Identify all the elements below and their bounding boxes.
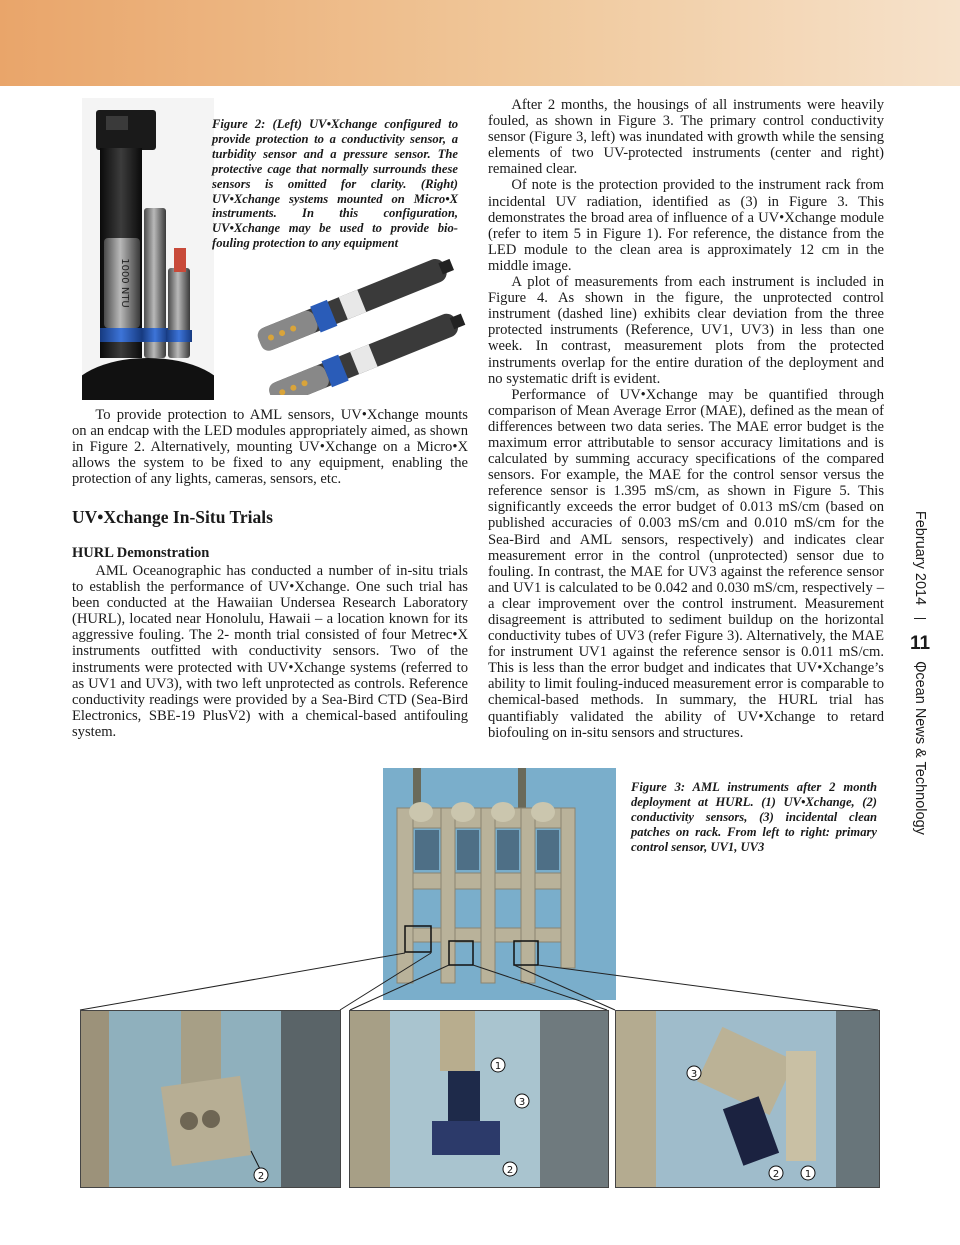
paragraph-rack-protection: Of note is the protection provided to the instrument rack from incidental UV radiation, identified as (3) in Figure 3. This demonstrates the broad area of influence of a UV•Xchange module (refer to item 5 in Figure 1). For reference, the distance from the LED module to the clean area is approximately 12 cm in the middle image. — [488, 177, 884, 274]
running-head — [905, 500, 935, 850]
figure3-main-photo — [383, 768, 616, 1000]
figure2-caption: Figure 2: (Left) UV•Xchange configured to provide protection to a conductivity sensor, a turbidity sensor and a pressure sensor. The protective cage that normally surrounds these sensors is omitted for clarity. (Right) UV•Xchange systems mounted on Micro•X instruments. In this configuration, UV•Xchange may be used to provide bio-fouling protection to any equipment — [212, 117, 458, 251]
running-rule-top — [914, 618, 926, 619]
sensor-label: 1000 NTU — [119, 258, 130, 308]
paragraph-fouling: After 2 months, the housings of all instruments were heavily fouled, as shown in Figure 3. The primary control conductivity sensor (Figure 3, left) was inundated with growth while the sensing elements of two UV-protected instruments (center and right) remained clear. — [488, 97, 884, 178]
figure3-detail-control — [80, 1010, 341, 1188]
callout-3-right: 3 — [690, 1069, 698, 1080]
section-title: UV•Xchange In-Situ Trials — [72, 507, 273, 527]
uv3-sensor-closeup — [616, 1011, 879, 1187]
callout-1-right: 1 — [804, 1169, 812, 1180]
control-sensor-closeup — [81, 1011, 340, 1187]
left-column-hurl — [72, 563, 468, 740]
instrument-rack-illustration — [383, 768, 616, 1000]
subsection-title: HURL Demonstration — [72, 545, 210, 561]
left-column-intro — [72, 407, 468, 487]
figure2-left-photo — [82, 98, 214, 400]
figure3-caption: Figure 3: AML instruments after 2 month deployment at HURL. (1) UV•Xchange, (2) conductivity sensors, (3) incidental clean patches on rack. From left to right: primary control sensor, UV1, UV3 — [631, 780, 877, 854]
callout-2-left: 2 — [257, 1171, 265, 1182]
callout-3-center: 3 — [518, 1097, 526, 1108]
right-column — [488, 97, 884, 741]
callout-1-center: 1 — [494, 1061, 502, 1072]
page-number: 11 — [909, 633, 931, 654]
running-date: February 2014 — [912, 510, 928, 606]
paragraph-plot: A plot of measurements from each instrument is included in Figure 4. As shown in the figure, the unprotected control instrument (dashed line) exhibits clear deviation from the three protected instruments (Reference, UV1, UV3) in less than one week. In contrast, measurement plots from the protected instruments overlap for the entire duration of the deployment and no systematic drift is evident. — [488, 274, 884, 387]
callout-2-center: 2 — [506, 1165, 514, 1176]
hurl-paragraph: AML Oceanographic has conducted a number of in-situ trials to establish the performance of UV•Xchange. One such trial has been conducted at the Hawaiian Undersea Research Laboratory (HURL), located near Honolulu, Hawaii – a location known for its aggressive fouling. The 2- month trial consisted of four Metrec•X instruments outfitted with conductivity sensors. Two of the instruments were protected with UV•Xchange systems (referred to as UV1 and UV3), with two left unprotected as controls. Reference conductivity readings were provided by a Sea-Bird CTD (Sea-Bird Electronics, SBE-19 PlusV2) with a chemical-based antifouling system. — [72, 563, 468, 740]
figure3-detail-uv3 — [615, 1010, 880, 1188]
microx-instruments-illustration — [230, 255, 470, 395]
journal-name: Ocean News & Technology — [912, 661, 928, 835]
header-color-band — [0, 0, 960, 86]
figure3-detail-uv1 — [349, 1010, 609, 1188]
paragraph-mae: Performance of UV•Xchange may be quantified through comparison of Mean Average Error (MAE), defined as the mean of differences between two data series. The MAE error budget is the maximum error attributable to sensor accuracy limitations and is calculated by summing accuracy specifications of the compared sensors. For example, the MAE for the control sensor versus the reference sensor is 1.395 mS/cm, as shown in Figure 5. This significantly exceeds the error budget of 0.013 mS/cm (based on published accuracies of 0.003 mS/cm and 0.010 mS/cm for the Sea-Bird and AML sensors, respectively) and indicates clear measurement error in the control (unprotected) sensor due to fouling. In contrast, the MAE for UV3 against the reference sensor and UV1 is calculated to be 0.042 and 0.030 mS/cm, respectively – a clear improvement over the control instrument. Measurement disagreement is attributed to sediment buildup on the horizontal conductivity tubes of UV3 (refer Figure 3). Alternatively, the MAE for instrument UV1 against the reference sensor is 0.011 mS/cm. This is less than the error budget and indicates that UV•Xchange’s ability to limit fouling-induced measurement error is comparable to chemical-based methods. In summary, the HURL trial has quantifiably validated the ability of UV•Xchange to retard biofouling on in-situ sensors and structures. — [488, 386, 884, 741]
callout-2-right: 2 — [772, 1169, 780, 1180]
intro-paragraph: To provide protection to AML sensors, UV•Xchange mounts on an endcap with the LED modules appropriately aimed, as shown in Figure 2. Alternatively, mounting UV•Xchange on a Micro•X allows the system to be fixed to any equipment, enabling the protection of any lights, cameras, sensors, etc. — [72, 407, 468, 488]
endcap-instrument-illustration — [82, 98, 214, 400]
uv1-sensor-closeup — [350, 1011, 608, 1187]
figure2-right-photo — [230, 255, 470, 395]
